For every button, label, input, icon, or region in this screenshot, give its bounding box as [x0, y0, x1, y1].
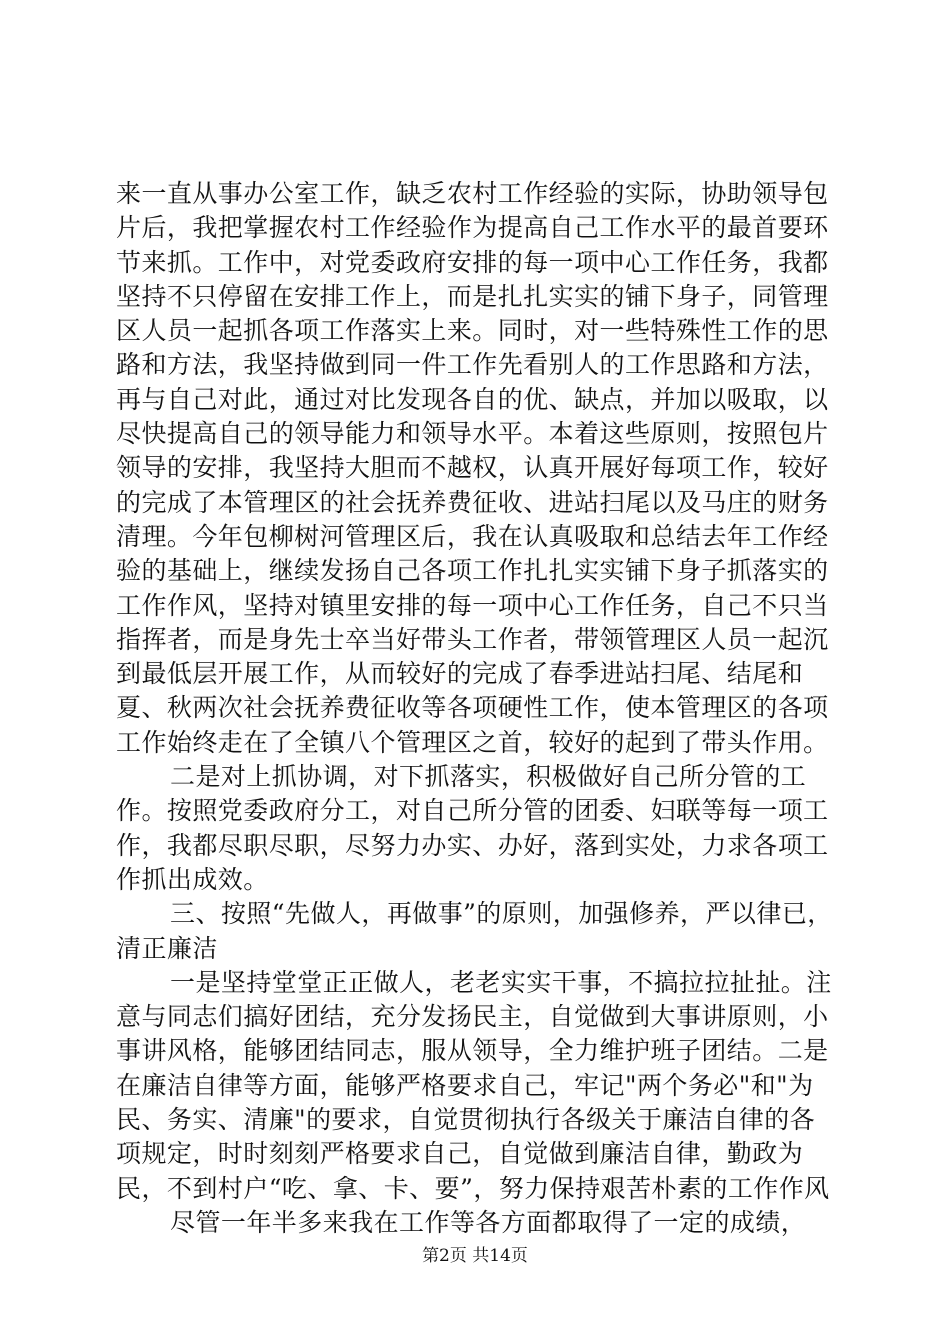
paragraph-5: 尽管一年半多来我在工作等各方面都取得了一定的成绩，: [170, 1207, 807, 1237]
body-text: [116, 177, 836, 1240]
paragraph-3-heading: 三、按照“先做人，再做事”的原则，加强修养，严以律已，清正廉洁: [116, 899, 833, 963]
page-number-footer: 第2页 共14页: [422, 1246, 528, 1266]
paragraph-1: 来一直从事办公室工作，缺乏农村工作经验的实际，协助领导包片后，我把掌握农村工作经验作为提高自己工作水平的最首要环节来抓。工作中，对党委政府安排的每一项中心工作任务，我都坚持不只停留在安排工作上，而是扎扎实实的铺下身子，同管理区人员一起抓各项工作落实上来。同时，对一些特殊性工作的思路和方法，我坚持做到同一件工作先看别人的工作思路和方法，再与自己对此，通过对比发现各自的优、缺点，并加以吸取，以尽快提高自己的领导能力和领导水平。本着这些原则，按照包片领导的安排，我坚持大胆而不越权，认真开展好每项工作，较好的完成了本管理区的社会抚养费征收、进站扫尾以及马庄的财务清理。今年包柳树河管理区后，我在认真吸取和总结去年工作经验的基础上，继续发扬自己各项工作扎扎实实铺下身子抓落实的工作作风，坚持对镇里安排的每一项中心工作任务，自己不只当指挥者，而是身先士卒当好带头工作者，带领管理区人员一起沉到最低层开展工作，从而较好的完成了春季进站扫尾、结尾和夏、秋两次社会抚养费征收等各项硬性工作，使本管理区的各项工作始终走在了全镇八个管理区之首，较好的起到了带头作用。: [116, 179, 829, 757]
paragraph-4: 一是坚持堂堂正正做人，老老实实干事，不搞拉拉扯扯。注意与同志们搞好团结，充分发扬民主，自觉做到大事讲原则，小事讲风格，能够团结同志，服从领导，全力维护班子团结。二是在廉洁自律等方面，能够严格要求自己，牢记"两个务必"和"为民、务实、清廉"的要求，自觉贯彻执行各级关于廉洁自律的各项规定，时时刻刻严格要求自己，自觉做到廉洁自律，勤政为民，不到村户“吃、拿、卡、要”，努力保持艰苦朴素的工作作风: [116, 967, 832, 1203]
paragraph-2: 二是对上抓协调，对下抓落实，积极做好自己所分管的工作。按照党委政府分工，对自己所分管的团委、妇联等每一项工作，我都尽职尽职，尽努力办实、办好，落到实处，力求各项工作抓出成效。: [116, 762, 829, 894]
